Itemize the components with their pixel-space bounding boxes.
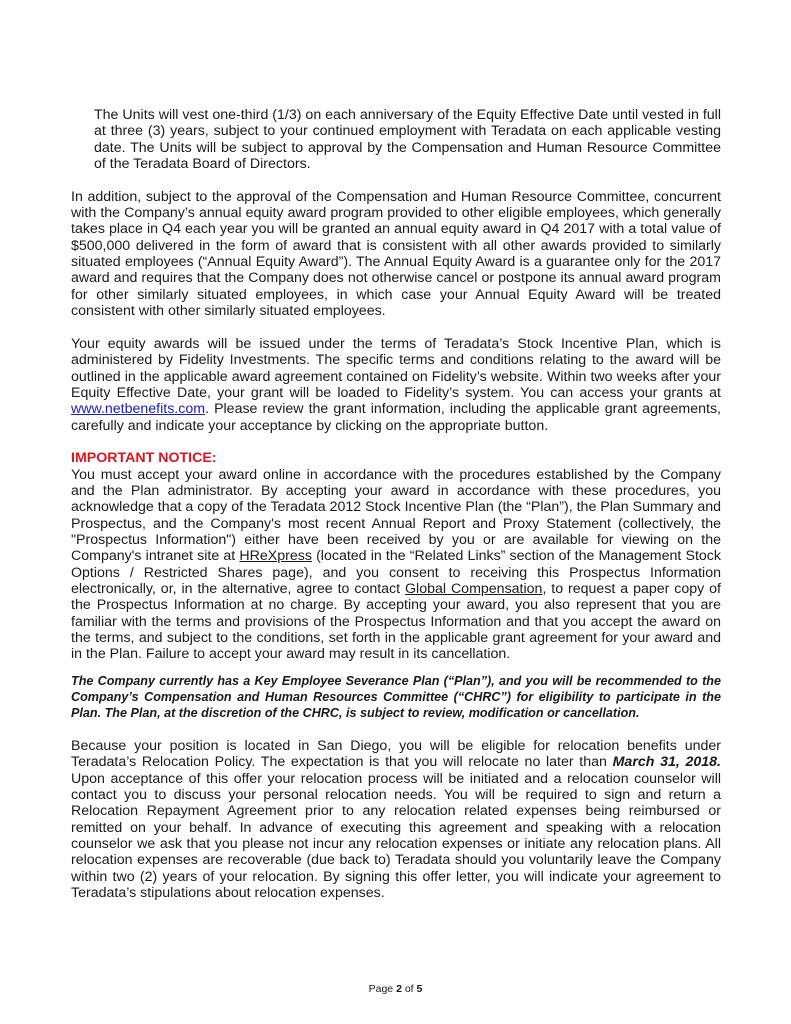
- global-compensation-link[interactable]: Global Compensation: [405, 580, 543, 597]
- vesting-paragraph: The Units will vest one-third (1/3) on each anniversary of the Equity Effective Date until vested in full at three (3) years, subject to your continued employment with Teradata on each applicable vesting date. The Units will be subject to approval by the Compensation and Human Resource Committee of the Teradata Board of Directors.: [94, 107, 721, 173]
- relocation-text-continued: Upon acceptance of this offer your relocation process will be initiated and a relocation counselor will contact you to discuss your personal relocation needs. You will be required to sign and return a Relocation Repayment Agreement prior to any relocation related expenses being reimbursed or remitted on your behalf. In advance of executing this agreement and speaking with a relocation counselor we ask that you please not incur any relocation expenses or initiate any relocation plans. All relocation expenses are recoverable (due back to) Teradata should you voluntarily leave the Company within two (2) years of your relocation. By signing this offer letter, you will indicate your agreement to Teradata’s stipulations about relocation expenses.: [71, 770, 721, 902]
- important-notice-heading: IMPORTANT NOTICE:: [71, 450, 217, 467]
- spacer: [71, 434, 721, 450]
- relocation-text: Because your position is located in San Diego, you will be eligible for relocation benefits under Teradata’s Relocation Policy. The expectation is that you will relocate no later than: [71, 738, 721, 771]
- page-label: Page: [368, 983, 397, 995]
- relocation-paragraph: [71, 738, 721, 901]
- total-pages-number: 5: [416, 983, 423, 995]
- current-page-number: 2: [396, 983, 402, 995]
- stock-plan-text: Your equity awards will be issued under the terms of Teradata’s Stock Incentive Plan, which is administered by Fidelity Investments. The specific terms and conditions relating to the award will be outlined in the applicable award agreement contained on Fidelity’s website. Within two weeks after your Equity Effective Date, your grant will be loaded to Fidelity’s system. You can access your grants at: [71, 335, 721, 401]
- page-footer: [0, 983, 791, 995]
- annual-award-paragraph: In addition, subject to the approval of the Compensation and Human Resource Committee, concurrent with the Company’s annual equity award program provided to other eligible employees, which generally takes place in Q4 each year you will be granted an annual equity award in Q4 2017 with a total value of $500,000 delivered in the form of award that is consistent with all other awards provided to similarly situated employees (“Annual Equity Award”). The Annual Equity Award is a guarantee only for the 2017 award and requires that the Company does not otherwise cancel or postpone its annual award program for other similarly situated employees, in which case your Annual Equity Award will be treated consistent with other similarly situated employees.: [71, 188, 721, 320]
- netbenefits-link[interactable]: www.netbenefits.com: [71, 401, 206, 418]
- relocation-deadline-date: March 31, 2018.: [612, 754, 721, 771]
- severance-plan-paragraph: The Company currently has a Key Employee Severance Plan (“Plan”), and you will be recommended to the Company’s Compensation and Human Resources Committee (“CHRC”) for eligibility to participate in the Plan. The Plan, at the discretion of the CHRC, is subject to review, modification or cancellation.: [71, 673, 721, 721]
- page-of-label: of: [401, 983, 417, 995]
- stock-plan-paragraph: [71, 336, 721, 434]
- spacer: [71, 722, 721, 738]
- stock-plan-text-continued: . Please review the grant information, including the applicable grant agreements, carefully and indicate your acceptance by clicking on the appropriate button.: [71, 401, 721, 434]
- spacer: [71, 172, 721, 188]
- important-notice-paragraph: [71, 467, 721, 663]
- notice-text-end: , to request a paper copy of the Prospectus Information at no charge. By accepting your award, you also represent that you are familiar with the terms and provisions of the Prospectus Information and that you accept the award on the terms, and subject to the conditions, set forth in the applicable grant agreement for your award and in the Plan. Failure to accept your award may result in its cancellation.: [71, 580, 721, 663]
- document-page: [71, 107, 721, 902]
- notice-text: You must accept your award online in accordance with the procedures established by the Company and the Plan administrator. By accepting your award in accordance with these procedures, you acknowledge that a copy of the Teradata 2012 Stock Incentive Plan (the “Plan”), the Plan Summary and Prospectus, and the Company's most recent Annual Report and Proxy Statement (collectively, the "Prospectus Information") either have been received by you or are available for viewing on the Company's intranet site at: [71, 466, 721, 565]
- notice-text-continued: (located in the “Related Links” section of the Management Stock Options / Restricted Shares page), and you consent to receiving this Prospectus Information electronically, or, in the alternative, agree to contact: [71, 548, 721, 597]
- hrexpress-link[interactable]: HReXpress: [239, 548, 312, 565]
- spacer: [71, 663, 721, 673]
- spacer: [71, 319, 721, 335]
